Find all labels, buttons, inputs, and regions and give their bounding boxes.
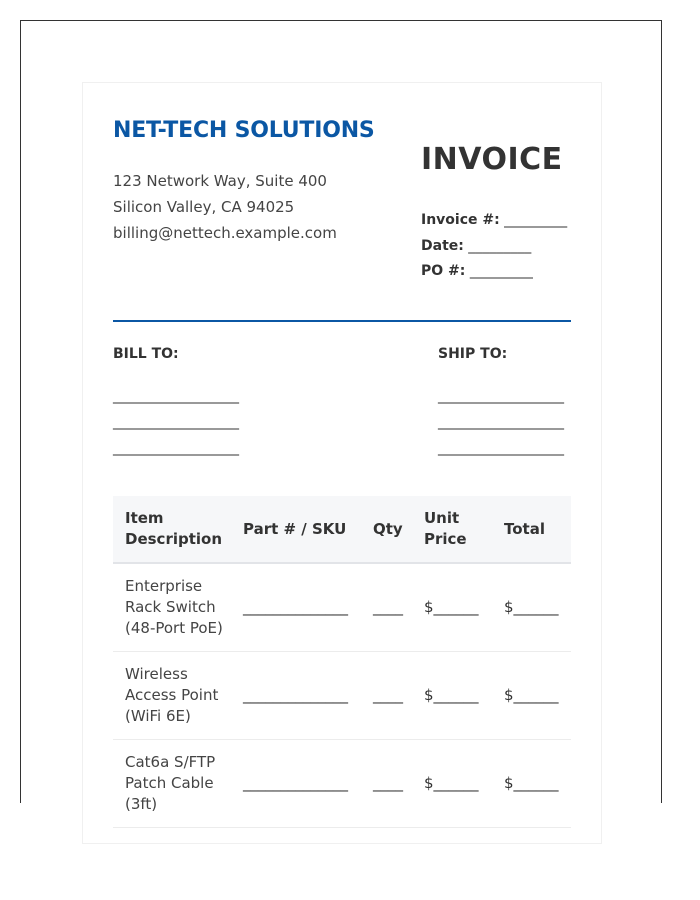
company-address-line2: Silicon Valley, CA 94025 bbox=[113, 198, 295, 216]
ship-to-line: __________________ bbox=[438, 414, 564, 430]
bill-to-line: __________________ bbox=[113, 388, 239, 404]
column-header-total: Total bbox=[492, 496, 571, 563]
unit-price-field: $______ bbox=[412, 652, 492, 740]
line-items-table bbox=[113, 496, 571, 828]
bill-to-label: BILL TO: bbox=[113, 346, 179, 362]
bill-to-line: __________________ bbox=[113, 440, 239, 456]
po-number-row bbox=[421, 263, 533, 279]
table-header-row bbox=[113, 496, 571, 563]
unit-price-field: $______ bbox=[412, 563, 492, 652]
column-header-sku: Part # / SKU bbox=[231, 496, 361, 563]
invoice-page bbox=[82, 82, 602, 844]
ship-to-line: __________________ bbox=[438, 440, 564, 456]
total-field: $______ bbox=[492, 563, 571, 652]
po-number-label: PO #: bbox=[421, 263, 466, 279]
ship-to-label: SHIP TO: bbox=[438, 346, 508, 362]
sku-field: ______________ bbox=[231, 563, 361, 652]
invoice-date-field: _________ bbox=[463, 238, 532, 254]
invoice-number-field: _________ bbox=[499, 212, 568, 228]
qty-field: ____ bbox=[361, 652, 412, 740]
document-viewport[interactable] bbox=[20, 20, 662, 813]
ship-to-line: __________________ bbox=[438, 388, 564, 404]
po-number-field: _________ bbox=[465, 263, 533, 279]
table-row bbox=[113, 652, 571, 740]
invoice-title: INVOICE bbox=[421, 142, 563, 177]
invoice-date-label: Date: bbox=[421, 238, 464, 254]
total-field: $______ bbox=[492, 652, 571, 740]
unit-price-field: $______ bbox=[412, 740, 492, 828]
qty-field: ____ bbox=[361, 563, 412, 652]
company-email: billing@nettech.example.com bbox=[113, 224, 337, 242]
table-row bbox=[113, 563, 571, 652]
header-divider bbox=[113, 320, 571, 322]
column-header-description: Item Description bbox=[113, 496, 231, 563]
column-header-qty: Qty bbox=[361, 496, 412, 563]
invoice-number-row bbox=[421, 212, 567, 228]
company-address-line1: 123 Network Way, Suite 400 bbox=[113, 172, 327, 190]
item-description: Cat6a S/FTP Patch Cable (3ft) bbox=[113, 740, 231, 828]
table-row bbox=[113, 740, 571, 828]
invoice-date-row bbox=[421, 238, 531, 254]
bill-to-line: __________________ bbox=[113, 414, 239, 430]
sku-field: ______________ bbox=[231, 740, 361, 828]
qty-field: ____ bbox=[361, 740, 412, 828]
item-description: Enterprise Rack Switch (48-Port PoE) bbox=[113, 563, 231, 652]
item-description: Wireless Access Point (WiFi 6E) bbox=[113, 652, 231, 740]
total-field: $______ bbox=[492, 740, 571, 828]
invoice-number-label: Invoice #: bbox=[421, 212, 500, 228]
sku-field: ______________ bbox=[231, 652, 361, 740]
company-name: NET-TECH SOLUTIONS bbox=[113, 118, 375, 143]
column-header-unit-price: Unit Price bbox=[412, 496, 492, 563]
